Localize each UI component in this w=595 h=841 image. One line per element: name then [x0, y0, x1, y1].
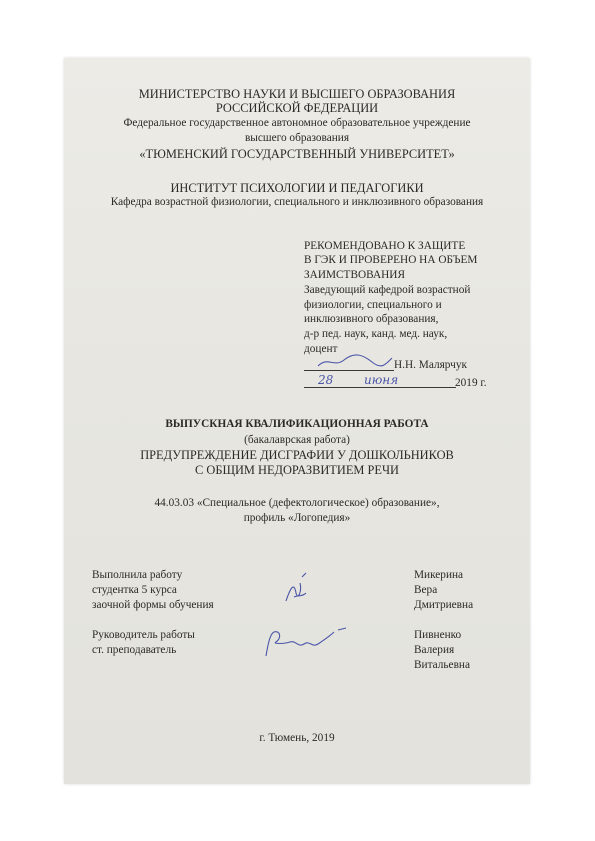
author-first-name: Вера	[414, 584, 438, 596]
supervisor-role-line-1: Руководитель работы	[92, 629, 195, 641]
topic-line-2: С ОБЩИМ НЕДОРАЗВИТИЕМ РЕЧИ	[195, 463, 399, 477]
approval-line-6: инклюзивного образования,	[304, 313, 439, 325]
approval-line-2: В ГЭК И ПРОВЕРЕНО НА ОБЪЕМ	[304, 254, 478, 266]
approval-year: 2019 г.	[455, 377, 487, 389]
author-role-line-3: заочной формы обучения	[92, 599, 214, 611]
department-name: Кафедра возрастной физиологии, специального и инклюзивного образования	[110, 196, 484, 208]
author-signature-mark	[276, 571, 316, 611]
university-name: «ТЮМЕНСКИЙ ГОСУДАРСТВЕННЫЙ УНИВЕРСИТЕТ»	[139, 147, 455, 161]
supervisor-first-name: Валерия	[414, 644, 455, 656]
author-role-line-2: студентка 5 курса	[92, 584, 177, 596]
degree-note: (бакалаврская работа)	[244, 434, 350, 446]
ministry-line-1: МИНИСТЕРСТВО НАУКИ И ВЫСШЕГО ОБРАЗОВАНИЯ	[138, 87, 456, 101]
handwritten-day: 28	[318, 373, 334, 387]
title-page-sheet	[64, 58, 530, 784]
institution-line-1: Федеральное государственное автономное образовательное учреждение	[123, 117, 471, 129]
author-surname: Микерина	[414, 569, 464, 581]
supervisor-role-line-2: ст. преподаватель	[92, 644, 177, 656]
approval-line-1: РЕКОМЕНДОВАНО К ЗАЩИТЕ	[304, 240, 466, 252]
approval-line-8: доцент	[304, 343, 338, 355]
head-signature-mark	[314, 350, 394, 372]
program-line-1: 44.03.03 «Специальное (дефектологическое) образование»,	[154, 497, 440, 509]
approval-line-5: физиологии, специального и	[304, 299, 442, 311]
institution-line-2: высшего образования	[244, 132, 350, 144]
date-line	[304, 387, 456, 388]
city-year: г. Тюмень, 2019	[259, 732, 335, 744]
author-role-line-1: Выполнила работу	[92, 569, 183, 581]
program-line-2: профиль «Логопедия»	[243, 512, 351, 524]
approval-line-3: ЗАИМСТВОВАНИЯ	[304, 269, 405, 281]
supervisor-surname: Пивненко	[414, 629, 462, 641]
approval-line-4: Заведующий кафедрой возрастной	[304, 284, 471, 296]
topic-line-1: ПРЕДУПРЕЖДЕНИЕ ДИСГРАФИИ У ДОШКОЛЬНИКОВ	[140, 448, 454, 462]
approval-line-7: д-р пед. наук, канд. мед. наук,	[304, 328, 448, 340]
work-type: ВЫПУСКНАЯ КВАЛИФИКАЦИОННАЯ РАБОТА	[165, 418, 429, 430]
author-patronymic: Дмитриевна	[414, 599, 474, 611]
institute-name: ИНСТИТУТ ПСИХОЛОГИИ И ПЕДАГОГИКИ	[170, 181, 424, 195]
ministry-line-2: РОССИЙСКОЙ ФЕДЕРАЦИИ	[215, 101, 379, 115]
supervisor-signature-mark	[260, 626, 350, 662]
head-name: Н.Н. Малярчук	[394, 359, 467, 371]
supervisor-patronymic: Витальевна	[414, 659, 470, 671]
handwritten-month: июня	[364, 373, 399, 387]
